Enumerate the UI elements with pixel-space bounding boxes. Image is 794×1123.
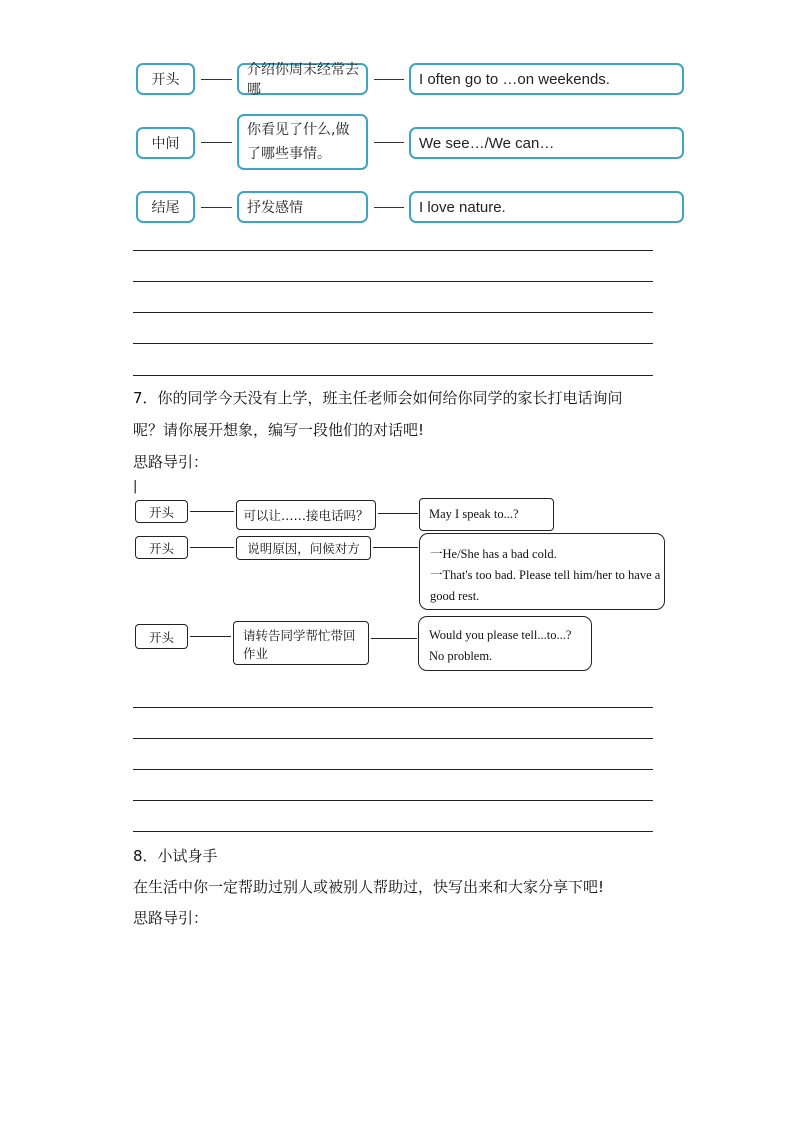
connector-line [201, 79, 232, 80]
writing-line [133, 281, 653, 282]
q7-content-1: 可以让……接电话吗？ [236, 500, 376, 530]
q6-content-opening: 介绍你周末经常去哪 [237, 63, 368, 95]
connector-line [190, 636, 231, 637]
writing-line [133, 375, 653, 376]
connector-line [374, 142, 404, 143]
writing-line [133, 831, 653, 832]
connector-line [374, 79, 404, 80]
q8-title: 8．小试身手 [133, 847, 218, 865]
q7-guide-label: 思路导引： [133, 453, 209, 471]
connector-line [190, 547, 234, 548]
q7-prompt-line1: 7．你的同学今天没有上学，班主任老师会如何给你同学的家长打电话询问 [133, 389, 623, 407]
connector-line [201, 142, 232, 143]
q6-stage-ending: 结尾 [136, 191, 195, 223]
q6-phrase-middle: We see…/We can… [409, 127, 684, 159]
writing-line [133, 769, 653, 770]
connector-line [378, 513, 418, 514]
q7-phrase-1: May I speak to...? [419, 498, 554, 531]
writing-line [133, 250, 653, 251]
q7-content-3: 请转告同学帮忙带回 作业 [233, 621, 369, 665]
connector-line [373, 547, 418, 548]
writing-line [133, 800, 653, 801]
connector-line [201, 207, 232, 208]
q6-stage-middle: 中间 [136, 127, 195, 159]
connector-line [374, 207, 404, 208]
writing-line [133, 738, 653, 739]
writing-line [133, 312, 653, 313]
q7-stage-1: 开头 [135, 500, 188, 523]
connector-line [190, 511, 234, 512]
q7-stage-3: 开头 [135, 624, 188, 649]
q7-phrase-2: 一He/She has a bad cold. 一That's too bad. Please tell him/her to have a good rest. [419, 533, 665, 610]
q7-phrase-3: Would you please tell...to...? No problem. [418, 616, 592, 671]
connector-line [371, 638, 417, 639]
q7-stage-2: 开头 [135, 536, 188, 559]
q8-guide-label: 思路导引： [133, 909, 209, 927]
q8-prompt: 在生活中你一定帮助过别人或被别人帮助过，快写出来和大家分享下吧! [133, 878, 605, 896]
q6-phrase-ending: I love nature. [409, 191, 684, 223]
q7-content-2: 说明原因，问候对方 [236, 536, 371, 560]
q6-content-ending: 抒发感情 [237, 191, 368, 223]
q6-phrase-opening: I often go to …on weekends. [409, 63, 684, 95]
writing-line [133, 343, 653, 344]
text-cursor: | [133, 479, 138, 494]
q7-prompt-line2: 呢？请你展开想象，编写一段他们的对话吧! [133, 421, 425, 439]
writing-line [133, 707, 653, 708]
q6-content-middle: 你看见了什么,做 了哪些事情。 [237, 114, 368, 170]
q6-stage-opening: 开头 [136, 63, 195, 95]
